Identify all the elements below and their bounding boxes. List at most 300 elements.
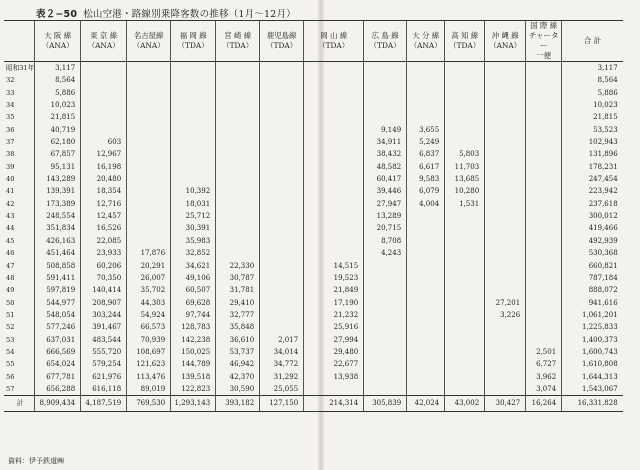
value-cell: 247,454 <box>562 173 623 185</box>
value-cell <box>485 173 526 185</box>
value-cell <box>81 74 127 86</box>
value-cell <box>304 383 364 396</box>
value-cell: 69,628 <box>171 297 216 309</box>
value-cell <box>216 124 260 136</box>
value-cell <box>127 62 171 75</box>
total-cell: 42,024 <box>407 396 445 412</box>
value-cell <box>485 235 526 247</box>
year-cell: 34 <box>6 101 15 110</box>
year-cell: 32 <box>6 76 15 85</box>
value-cell: 1,531 <box>445 198 485 210</box>
value-cell <box>216 198 260 210</box>
value-cell <box>485 358 526 370</box>
value-cell <box>81 62 127 75</box>
table-row <box>4 136 623 148</box>
year-cell: 49 <box>6 286 15 295</box>
value-cell <box>171 87 216 99</box>
value-cell <box>526 198 562 210</box>
value-cell <box>445 235 485 247</box>
value-cell: 483,544 <box>81 334 127 346</box>
value-cell <box>364 111 407 123</box>
value-cell: 16,526 <box>81 222 127 234</box>
value-cell <box>445 111 485 123</box>
value-cell: 5,803 <box>445 148 485 160</box>
value-cell: 20,715 <box>364 222 407 234</box>
value-cell <box>526 62 562 75</box>
value-cell: 508,858 <box>35 260 81 272</box>
value-cell <box>407 297 445 309</box>
total-cell: 393,182 <box>216 396 260 412</box>
value-cell: 548,054 <box>35 309 81 321</box>
value-cell: 36,610 <box>216 334 260 346</box>
value-cell <box>364 334 407 346</box>
value-cell: 60,507 <box>171 284 216 296</box>
value-cell: 142,238 <box>171 334 216 346</box>
value-cell <box>445 74 485 86</box>
value-cell: 97,744 <box>171 309 216 321</box>
year-cell: 55 <box>6 360 15 369</box>
value-cell <box>445 321 485 333</box>
total-cell: 4,187,519 <box>81 396 127 412</box>
value-cell <box>260 99 304 111</box>
value-cell <box>216 173 260 185</box>
total-cell: 8,909,434 <box>35 396 81 412</box>
value-cell <box>304 111 364 123</box>
value-cell: 30,787 <box>216 272 260 284</box>
value-cell <box>526 247 562 259</box>
value-cell <box>260 210 304 222</box>
value-cell <box>445 297 485 309</box>
value-cell: 40,719 <box>35 124 81 136</box>
value-cell: 9,149 <box>364 124 407 136</box>
value-cell <box>260 222 304 234</box>
value-cell: 60,206 <box>81 260 127 272</box>
value-cell: 178,231 <box>562 161 623 173</box>
value-cell <box>304 136 364 148</box>
value-cell <box>445 346 485 358</box>
value-cell: 3,074 <box>526 383 562 396</box>
value-cell: 391,467 <box>81 321 127 333</box>
year-cell: 44 <box>6 224 15 233</box>
value-cell <box>526 185 562 197</box>
value-cell: 139,518 <box>171 371 216 383</box>
value-cell <box>304 210 364 222</box>
value-cell <box>485 198 526 210</box>
value-cell <box>364 321 407 333</box>
value-cell: 5,249 <box>407 136 445 148</box>
value-cell: 426,163 <box>35 235 81 247</box>
value-cell <box>260 260 304 272</box>
value-cell: 8,564 <box>562 74 623 86</box>
table-row <box>4 99 623 111</box>
value-cell <box>304 247 364 259</box>
value-cell <box>304 235 364 247</box>
column-header: 宮 崎 線 （TDA） <box>216 21 260 62</box>
value-cell <box>485 371 526 383</box>
source-note: 資料：伊予鉄道㈱ <box>8 457 64 465</box>
year-cell: 45 <box>6 236 15 245</box>
value-cell: 10,023 <box>562 99 623 111</box>
table-row <box>4 198 623 210</box>
value-cell <box>304 99 364 111</box>
value-cell <box>485 284 526 296</box>
value-cell: 39,446 <box>364 185 407 197</box>
value-cell: 597,819 <box>35 284 81 296</box>
value-cell: 27,201 <box>485 297 526 309</box>
column-header: 合 計 <box>562 21 623 62</box>
total-cell: 769,530 <box>127 396 171 412</box>
value-cell <box>216 74 260 86</box>
value-cell <box>407 87 445 99</box>
value-cell <box>526 321 562 333</box>
value-cell <box>216 136 260 148</box>
table-row <box>4 173 623 185</box>
total-cell: 16,264 <box>526 396 562 412</box>
value-cell <box>216 62 260 75</box>
column-header: 名古屋線 （ANA） <box>127 21 171 62</box>
value-cell: 677,781 <box>35 371 81 383</box>
table-row <box>4 358 623 370</box>
value-cell: 173,389 <box>35 198 81 210</box>
value-cell <box>304 173 364 185</box>
total-cell: 30,427 <box>485 396 526 412</box>
value-cell <box>485 99 526 111</box>
value-cell: 17,190 <box>304 297 364 309</box>
value-cell <box>216 222 260 234</box>
value-cell <box>260 185 304 197</box>
value-cell <box>485 321 526 333</box>
value-cell: 144,789 <box>171 358 216 370</box>
value-cell <box>127 198 171 210</box>
value-cell: 616,118 <box>81 383 127 396</box>
value-cell: 22,330 <box>216 260 260 272</box>
value-cell <box>171 74 216 86</box>
value-cell <box>526 297 562 309</box>
value-cell <box>364 297 407 309</box>
value-cell <box>526 309 562 321</box>
value-cell <box>364 346 407 358</box>
value-cell: 3,962 <box>526 371 562 383</box>
value-cell: 5,886 <box>35 87 81 99</box>
value-cell <box>304 87 364 99</box>
value-cell: 3,117 <box>562 62 623 75</box>
value-cell <box>260 74 304 86</box>
year-cell: 43 <box>6 212 15 221</box>
value-cell: 351,834 <box>35 222 81 234</box>
value-cell <box>407 222 445 234</box>
value-cell: 12,716 <box>81 198 127 210</box>
value-cell: 451,464 <box>35 247 81 259</box>
value-cell: 53,523 <box>562 124 623 136</box>
value-cell <box>445 260 485 272</box>
value-cell: 1,543,067 <box>562 383 623 396</box>
value-cell: 54,924 <box>127 309 171 321</box>
value-cell: 32,777 <box>216 309 260 321</box>
value-cell <box>127 148 171 160</box>
value-cell: 34,911 <box>364 136 407 148</box>
column-header: 沖 縄 線 （ANA） <box>485 21 526 62</box>
value-cell <box>260 309 304 321</box>
value-cell: 34,772 <box>260 358 304 370</box>
value-cell <box>364 74 407 86</box>
year-cell: 42 <box>6 199 15 208</box>
table-row <box>4 272 623 284</box>
value-cell <box>526 210 562 222</box>
value-cell: 16,198 <box>81 161 127 173</box>
value-cell: 4,004 <box>407 198 445 210</box>
value-cell <box>260 321 304 333</box>
total-cell: 214,314 <box>304 396 364 412</box>
value-cell <box>127 235 171 247</box>
table-row <box>4 247 623 259</box>
table-number: 表２−50 <box>36 9 78 20</box>
value-cell <box>304 185 364 197</box>
value-cell: 122,823 <box>171 383 216 396</box>
value-cell <box>526 148 562 160</box>
value-cell <box>407 309 445 321</box>
table-row <box>4 383 623 396</box>
value-cell <box>216 210 260 222</box>
value-cell <box>127 87 171 99</box>
value-cell <box>216 99 260 111</box>
value-cell: 17,876 <box>127 247 171 259</box>
value-cell <box>127 210 171 222</box>
value-cell: 11,703 <box>445 161 485 173</box>
value-cell: 26,007 <box>127 272 171 284</box>
value-cell <box>171 148 216 160</box>
value-cell <box>445 136 485 148</box>
year-cell: 38 <box>6 150 15 159</box>
value-cell: 2,501 <box>526 346 562 358</box>
value-cell: 143,289 <box>35 173 81 185</box>
value-cell <box>485 346 526 358</box>
year-cell: 57 <box>6 384 15 393</box>
value-cell <box>526 99 562 111</box>
value-cell <box>260 297 304 309</box>
table-row <box>4 309 623 321</box>
value-cell: 208,907 <box>81 297 127 309</box>
total-cell: 127,150 <box>260 396 304 412</box>
value-cell <box>485 260 526 272</box>
value-cell <box>81 87 127 99</box>
value-cell: 62,180 <box>35 136 81 148</box>
value-cell: 20,480 <box>81 173 127 185</box>
value-cell: 9,583 <box>407 173 445 185</box>
value-cell <box>81 124 127 136</box>
value-cell: 8,708 <box>364 235 407 247</box>
value-cell: 637,031 <box>35 334 81 346</box>
value-cell: 654,024 <box>35 358 81 370</box>
value-cell: 49,106 <box>171 272 216 284</box>
value-cell: 237,618 <box>562 198 623 210</box>
value-cell <box>216 87 260 99</box>
value-cell <box>445 124 485 136</box>
value-cell <box>127 222 171 234</box>
value-cell <box>407 210 445 222</box>
value-cell <box>407 346 445 358</box>
value-cell <box>407 383 445 396</box>
value-cell: 18,354 <box>81 185 127 197</box>
value-cell: 19,523 <box>304 272 364 284</box>
value-cell <box>260 62 304 75</box>
table-row <box>4 62 623 75</box>
value-cell <box>216 161 260 173</box>
header-row <box>4 21 623 62</box>
value-cell <box>304 148 364 160</box>
value-cell <box>407 334 445 346</box>
total-cell: 305,839 <box>364 396 407 412</box>
value-cell <box>445 247 485 259</box>
value-cell <box>526 87 562 99</box>
value-cell <box>304 222 364 234</box>
value-cell <box>171 99 216 111</box>
value-cell: 1,225,833 <box>562 321 623 333</box>
value-cell <box>445 272 485 284</box>
value-cell: 20,291 <box>127 260 171 272</box>
value-cell <box>485 148 526 160</box>
value-cell <box>445 210 485 222</box>
value-cell: 888,072 <box>562 284 623 296</box>
value-cell: 22,677 <box>304 358 364 370</box>
total-cell: 16,331,828 <box>562 396 623 412</box>
value-cell: 13,685 <box>445 173 485 185</box>
value-cell: 248,554 <box>35 210 81 222</box>
total-cell: 43,002 <box>445 396 485 412</box>
value-cell <box>216 185 260 197</box>
table-row <box>4 185 623 197</box>
value-cell <box>171 124 216 136</box>
value-cell <box>216 235 260 247</box>
value-cell <box>485 334 526 346</box>
value-cell: 3,117 <box>35 62 81 75</box>
value-cell <box>407 111 445 123</box>
value-cell <box>485 161 526 173</box>
value-cell: 603 <box>81 136 127 148</box>
value-cell: 2,017 <box>260 334 304 346</box>
value-cell: 95,131 <box>35 161 81 173</box>
value-cell <box>485 87 526 99</box>
value-cell: 53,737 <box>216 346 260 358</box>
value-cell: 31,292 <box>260 371 304 383</box>
value-cell <box>445 62 485 75</box>
value-cell: 555,720 <box>81 346 127 358</box>
value-cell <box>485 272 526 284</box>
value-cell <box>81 99 127 111</box>
value-cell <box>407 284 445 296</box>
column-header: 大 阪 線 （ANA） <box>35 21 81 62</box>
year-cell: 33 <box>6 88 15 97</box>
value-cell: 21,849 <box>304 284 364 296</box>
value-cell <box>407 62 445 75</box>
value-cell <box>127 74 171 86</box>
table-title <box>36 6 296 20</box>
value-cell: 941,616 <box>562 297 623 309</box>
year-cell: 36 <box>6 125 15 134</box>
value-cell: 25,916 <box>304 321 364 333</box>
value-cell: 22,085 <box>81 235 127 247</box>
value-cell <box>304 74 364 86</box>
total-cell: 1,293,143 <box>171 396 216 412</box>
value-cell: 34,014 <box>260 346 304 358</box>
value-cell <box>445 383 485 396</box>
value-cell <box>526 136 562 148</box>
value-cell <box>526 173 562 185</box>
column-header: 大 分 線 （ANA） <box>407 21 445 62</box>
year-cell: 52 <box>6 323 15 332</box>
value-cell: 131,896 <box>562 148 623 160</box>
value-cell: 13,938 <box>304 371 364 383</box>
column-header: 東 京 線 （ANA） <box>81 21 127 62</box>
value-cell <box>485 111 526 123</box>
value-cell: 5,886 <box>562 87 623 99</box>
value-cell <box>407 321 445 333</box>
value-cell: 12,457 <box>81 210 127 222</box>
value-cell <box>526 284 562 296</box>
value-cell: 35,983 <box>171 235 216 247</box>
value-cell <box>171 161 216 173</box>
value-cell: 6,837 <box>407 148 445 160</box>
value-cell: 3,226 <box>485 309 526 321</box>
value-cell: 666,569 <box>35 346 81 358</box>
value-cell: 12,967 <box>81 148 127 160</box>
value-cell <box>407 247 445 259</box>
value-cell <box>127 136 171 148</box>
value-cell: 42,370 <box>216 371 260 383</box>
value-cell <box>445 99 485 111</box>
value-cell: 38,432 <box>364 148 407 160</box>
value-cell: 18,031 <box>171 198 216 210</box>
value-cell: 25,712 <box>171 210 216 222</box>
column-header: 高 知 線 （TDA） <box>445 21 485 62</box>
value-cell <box>485 210 526 222</box>
value-cell <box>407 235 445 247</box>
value-cell: 577,246 <box>35 321 81 333</box>
table-row <box>4 260 623 272</box>
table-row <box>4 334 623 346</box>
year-cell: 昭和31年 <box>6 64 35 72</box>
value-cell: 32,852 <box>171 247 216 259</box>
value-cell <box>260 124 304 136</box>
total-row <box>4 396 623 412</box>
value-cell: 530,368 <box>562 247 623 259</box>
value-cell <box>445 358 485 370</box>
value-cell <box>364 99 407 111</box>
value-cell: 30,391 <box>171 222 216 234</box>
value-cell: 10,023 <box>35 99 81 111</box>
value-cell: 621,976 <box>81 371 127 383</box>
value-cell: 4,243 <box>364 247 407 259</box>
value-cell <box>127 161 171 173</box>
value-cell <box>407 74 445 86</box>
value-cell: 27,994 <box>304 334 364 346</box>
value-cell <box>526 334 562 346</box>
value-cell: 1,061,201 <box>562 309 623 321</box>
value-cell <box>260 111 304 123</box>
value-cell <box>364 87 407 99</box>
table-row <box>4 74 623 86</box>
year-cell: 56 <box>6 372 15 381</box>
value-cell: 492,939 <box>562 235 623 247</box>
value-cell <box>485 62 526 75</box>
value-cell: 21,232 <box>304 309 364 321</box>
year-cell: 40 <box>6 175 15 184</box>
value-cell: 419,466 <box>562 222 623 234</box>
value-cell: 113,476 <box>127 371 171 383</box>
value-cell: 223,942 <box>562 185 623 197</box>
value-cell: 660,821 <box>562 260 623 272</box>
value-cell: 67,857 <box>35 148 81 160</box>
passenger-table <box>4 20 623 412</box>
